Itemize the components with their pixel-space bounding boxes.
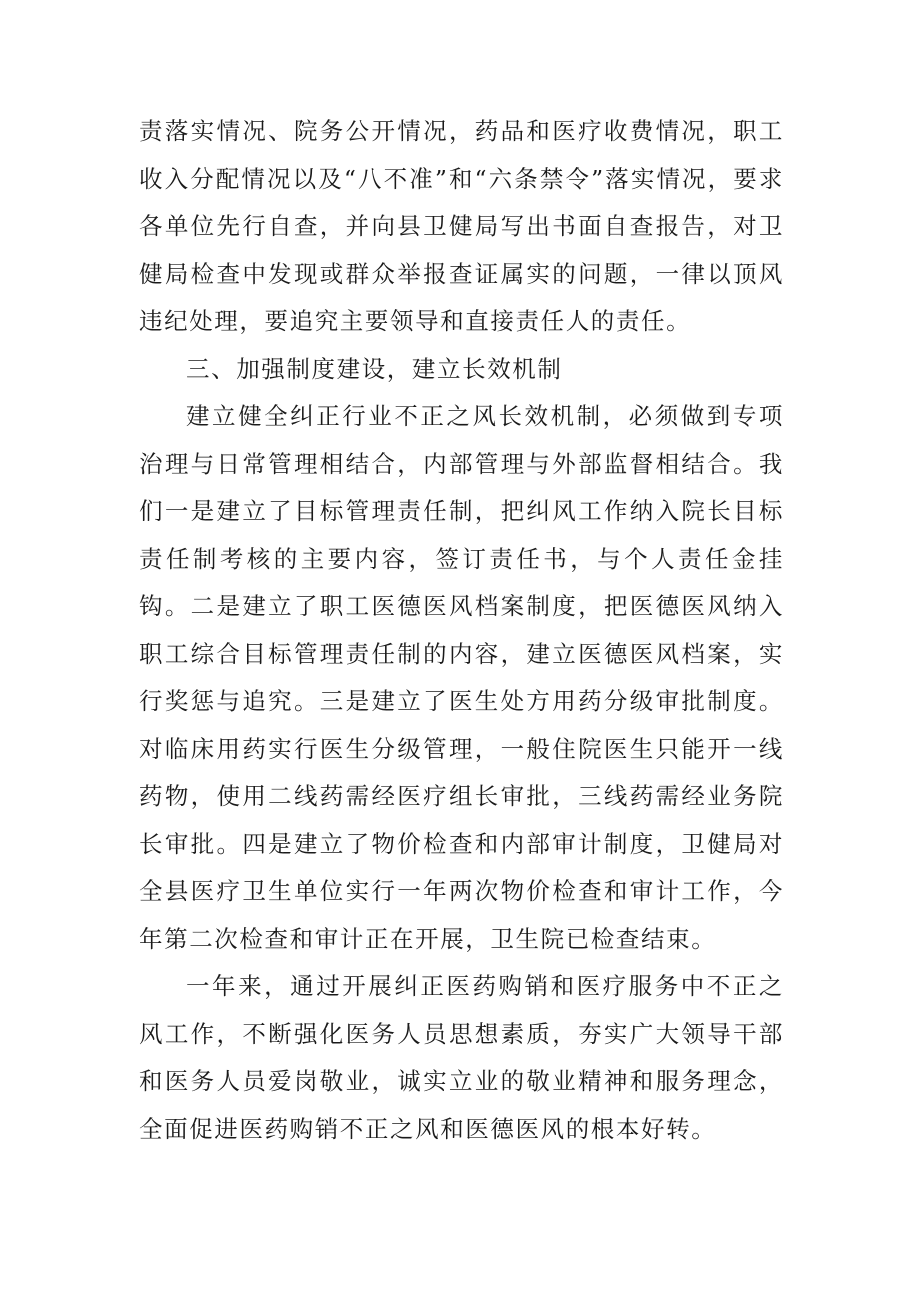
section-heading: 三、加强制度建设，建立长效机制: [186, 354, 563, 383]
paragraph-mechanism: 建立健全纠正行业不正之风长效机制，必须做到专项治理与日常管理相结合，内部管理与外部监督相结合。我们一是建立了目标管理责任制，把纠风工作纳入院长目标责任制考核的主要内容，签订责任书，与个人责任金挂钩。二是建立了职工医德医风档案制度，把医德医风纳入职工综合目标管理责任制的内容，建立医德医风档案，实行奖惩与追究。三是建立了医生处方用药分级审批制度。对临床用药实行医生分级管理，一般住院医生只能开一线药物，使用二线药需经医疗组长审批，三线药需经业务院长审批。四是建立了物价检查和内部审计制度，卫健局对全县医疗卫生单位实行一年两次物价检查和审计工作，今年第二次检查和审计正在开展，卫生院已检查结束。: [139, 402, 784, 953]
paragraph-continued: 责落实情况、院务公开情况，药品和医疗收费情况，职工收入分配情况以及“八不准”和“六条禁令”落实情况，要求各单位先行自查，并向县卫健局写出书面自查报告，对卫健局检查中发现或群众举报查证属实的问题，一律以顶风违纪处理，要追究主要领导和直接责任人的责任。: [139, 117, 784, 335]
document-body: [139, 108, 784, 1153]
paragraph-summary: 一年来，通过开展纠正医药购销和医疗服务中不正之风工作，不断强化医务人员思想素质，夯实广大领导干部和医务人员爱岗敬业，诚实立业的敬业精神和服务理念，全面促进医药购销不正之风和医德医风的根本好转。: [139, 972, 784, 1143]
